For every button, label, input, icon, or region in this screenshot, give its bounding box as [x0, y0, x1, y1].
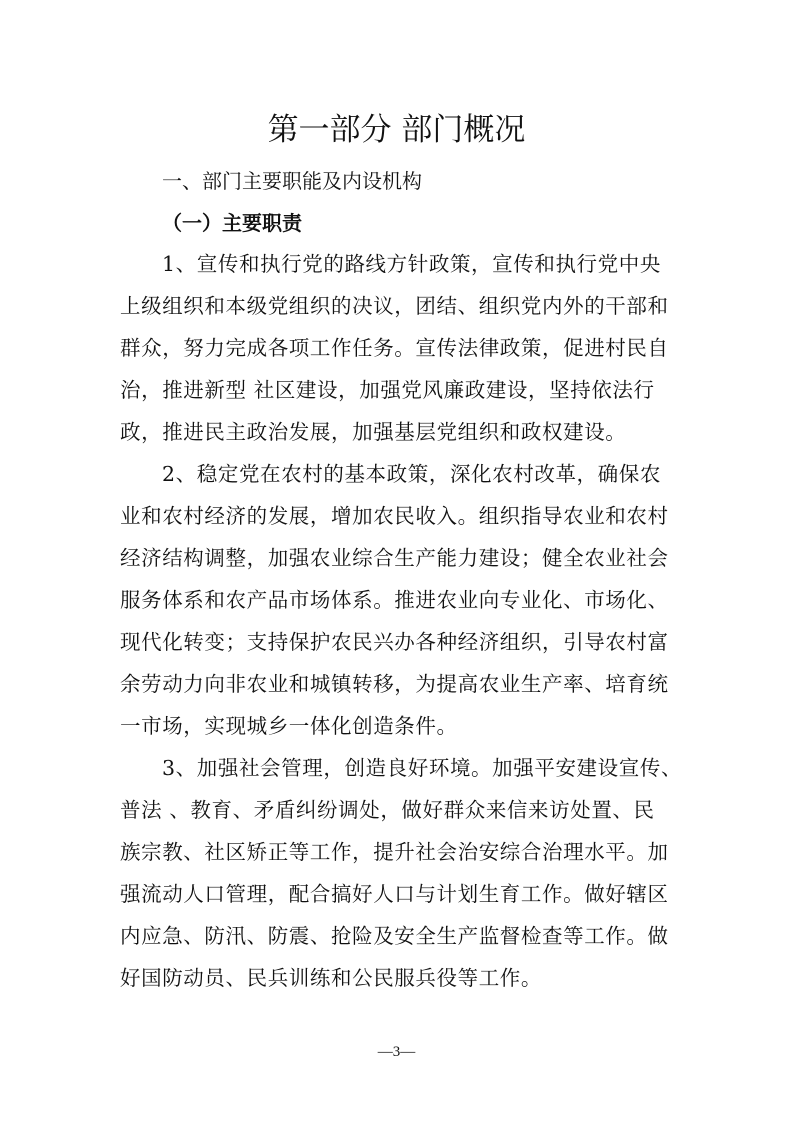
- page-number: —3—: [377, 1044, 416, 1060]
- paragraph-line: 3、加强社会管理，创造良好环境。加强平安建设宣传、: [162, 756, 683, 780]
- paragraph-line: 服务体系和农产品市场体系。推进农业向专业化、市场化、: [120, 588, 669, 612]
- subsection-heading: （一）主要职责: [162, 211, 302, 235]
- paragraph-line: 上级组织和本级党组织的决议，团结、组织党内外的干部和: [120, 294, 669, 318]
- paragraph-line: 现代化转变；支持保护农民兴办各种经济组织，引导农村富: [120, 630, 669, 654]
- paragraph-line: 余劳动力向非农业和城镇转移，为提高农业生产率、培育统: [120, 672, 669, 696]
- paragraph-line: 经济结构调整，加强农业综合生产能力建设；健全农业社会: [120, 546, 669, 570]
- paragraph-line: 治，推进新型 社区建设，加强党风廉政建设，坚持依法行: [120, 378, 655, 402]
- paragraph-line: 内应急、防汛、防震、抢险及安全生产监督检查等工作。做: [120, 924, 669, 948]
- paragraph-line: 强流动人口管理，配合搞好人口与计划生育工作。做好辖区: [120, 882, 669, 906]
- paragraph-line: 好国防动员、民兵训练和公民服兵役等工作。: [120, 966, 542, 990]
- paragraph-line: 政，推进民主政治发展，加强基层党组织和政权建设。: [120, 420, 627, 444]
- paragraph-line: 业和农村经济的发展，增加农民收入。组织指导农业和农村: [120, 504, 669, 528]
- paragraph-line: 群众，努力完成各项工作任务。宣传法律政策，促进村民自: [120, 336, 669, 360]
- page-title: 第一部分 部门概况: [267, 112, 526, 148]
- paragraph-line: 1、宣传和执行党的路线方针政策，宣传和执行党中央: [162, 252, 661, 276]
- paragraph-line: 普法 、教育、矛盾纠纷调处，做好群众来信来访处置、民: [120, 798, 655, 822]
- section-heading: 一、部门主要职能及内设机构: [162, 169, 422, 193]
- paragraph-line: 2、稳定党在农村的基本政策，深化农村改革，确保农: [162, 462, 661, 486]
- paragraph-line: 一市场，实现城乡一体化创造条件。: [120, 714, 458, 738]
- paragraph-line: 族宗教、社区矫正等工作，提升社会治安综合治理水平。加: [120, 840, 669, 864]
